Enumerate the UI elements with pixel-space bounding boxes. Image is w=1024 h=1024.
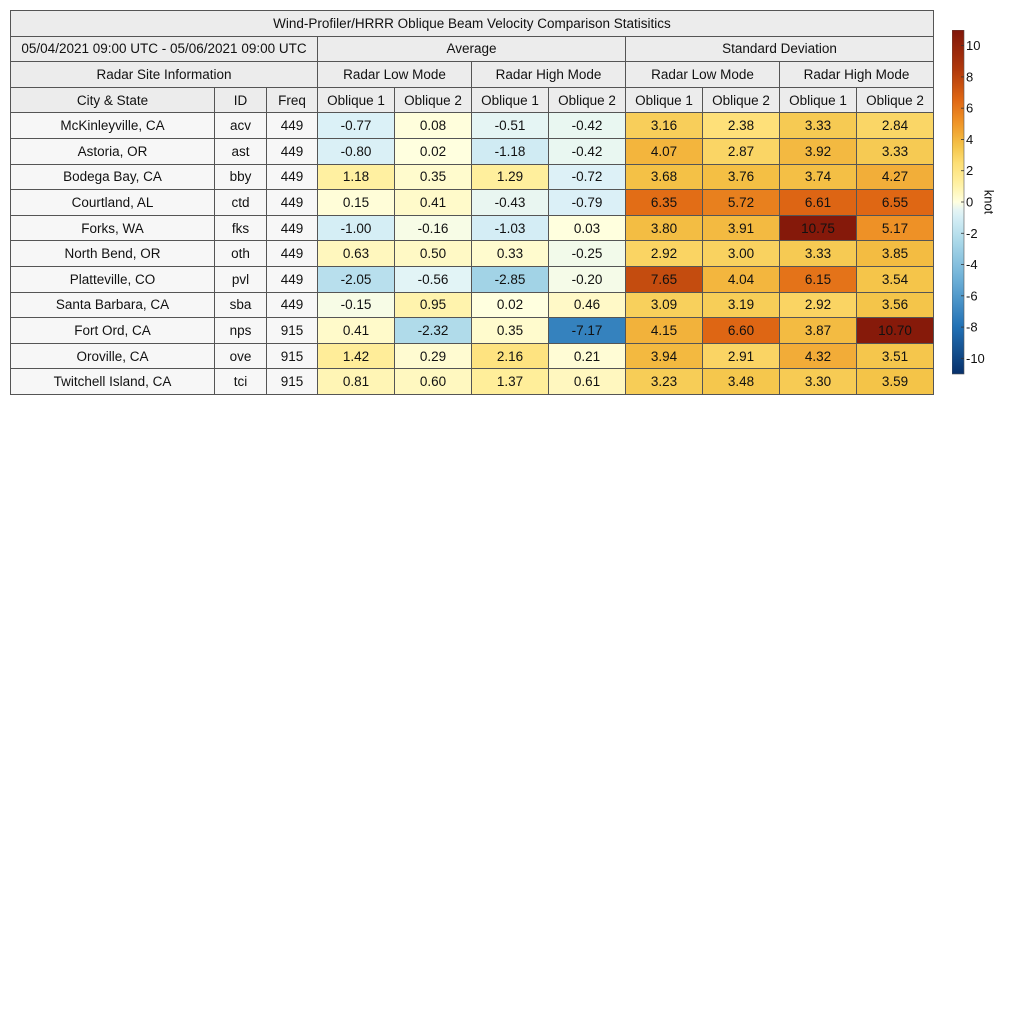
colorbar-tick-label: 2 bbox=[966, 163, 974, 179]
site-freq: 449 bbox=[267, 164, 318, 190]
table-row bbox=[11, 138, 934, 164]
mode-header-avg-high: Radar High Mode bbox=[472, 62, 626, 88]
colorbar-tick-label: 10 bbox=[966, 38, 981, 54]
site-id: pvl bbox=[215, 266, 267, 292]
value-cell: -1.00 bbox=[318, 215, 395, 241]
site-city: Twitchell Island, CA bbox=[11, 369, 215, 395]
colorbar-tick-label: 4 bbox=[966, 131, 974, 147]
value-cell: 3.85 bbox=[857, 241, 934, 267]
value-cell: 1.37 bbox=[472, 369, 549, 395]
value-cell: -0.16 bbox=[395, 215, 472, 241]
value-cell: -0.43 bbox=[472, 190, 549, 216]
site-city: Courtland, AL bbox=[11, 190, 215, 216]
site-freq: 449 bbox=[267, 266, 318, 292]
table-title: Wind-Profiler/HRRR Oblique Beam Velocity Comparison Statisitics bbox=[11, 11, 934, 37]
value-cell: 3.92 bbox=[780, 138, 857, 164]
value-cell: 0.29 bbox=[395, 343, 472, 369]
value-cell: 3.33 bbox=[780, 113, 857, 139]
colorbar-tick-label: -4 bbox=[966, 257, 978, 273]
value-cell: 0.41 bbox=[395, 190, 472, 216]
value-cell: 0.41 bbox=[318, 318, 395, 344]
value-cell: 2.38 bbox=[703, 113, 780, 139]
value-cell: -1.03 bbox=[472, 215, 549, 241]
column-header-oblique: Oblique 1 bbox=[472, 87, 549, 113]
mode-header-sd-high: Radar High Mode bbox=[780, 62, 934, 88]
value-cell: 5.72 bbox=[703, 190, 780, 216]
date-range: 05/04/2021 09:00 UTC - 05/06/2021 09:00 UTC bbox=[11, 36, 318, 62]
value-cell: -0.20 bbox=[549, 266, 626, 292]
value-cell: 3.54 bbox=[857, 266, 934, 292]
table-row bbox=[11, 241, 934, 267]
value-cell: -0.15 bbox=[318, 292, 395, 318]
value-cell: -2.05 bbox=[318, 266, 395, 292]
table-row bbox=[11, 318, 934, 344]
site-id: fks bbox=[215, 215, 267, 241]
value-cell: 3.00 bbox=[703, 241, 780, 267]
site-city: McKinleyville, CA bbox=[11, 113, 215, 139]
value-cell: 6.15 bbox=[780, 266, 857, 292]
value-cell: 2.84 bbox=[857, 113, 934, 139]
colorbar-tick-label: -8 bbox=[966, 319, 978, 335]
site-id: nps bbox=[215, 318, 267, 344]
value-cell: 2.87 bbox=[703, 138, 780, 164]
site-id: tci bbox=[215, 369, 267, 395]
value-cell: 0.81 bbox=[318, 369, 395, 395]
colorbar-tick-label: 0 bbox=[966, 194, 974, 210]
value-cell: 2.91 bbox=[703, 343, 780, 369]
value-cell: -0.25 bbox=[549, 241, 626, 267]
value-cell: 0.95 bbox=[395, 292, 472, 318]
site-city: North Bend, OR bbox=[11, 241, 215, 267]
column-header-oblique: Oblique 1 bbox=[626, 87, 703, 113]
site-freq: 449 bbox=[267, 292, 318, 318]
value-cell: 7.65 bbox=[626, 266, 703, 292]
site-freq: 449 bbox=[267, 190, 318, 216]
group-header-std-dev: Standard Deviation bbox=[626, 36, 934, 62]
site-city: Fort Ord, CA bbox=[11, 318, 215, 344]
value-cell: 3.74 bbox=[780, 164, 857, 190]
site-freq: 449 bbox=[267, 215, 318, 241]
value-cell: 6.61 bbox=[780, 190, 857, 216]
value-cell: 5.17 bbox=[857, 215, 934, 241]
site-id: oth bbox=[215, 241, 267, 267]
value-cell: 1.29 bbox=[472, 164, 549, 190]
table-row bbox=[11, 190, 934, 216]
table-row bbox=[11, 164, 934, 190]
value-cell: 3.94 bbox=[626, 343, 703, 369]
table-row bbox=[11, 343, 934, 369]
site-freq: 915 bbox=[267, 369, 318, 395]
value-cell: -0.56 bbox=[395, 266, 472, 292]
site-freq: 449 bbox=[267, 138, 318, 164]
value-cell: 3.33 bbox=[857, 138, 934, 164]
mode-header-sd-low: Radar Low Mode bbox=[626, 62, 780, 88]
colorbar-tick-label: 6 bbox=[966, 100, 974, 116]
value-cell: 10.70 bbox=[857, 318, 934, 344]
value-cell: 2.16 bbox=[472, 343, 549, 369]
column-header-id: ID bbox=[215, 87, 267, 113]
value-cell: 3.91 bbox=[703, 215, 780, 241]
value-cell: 6.55 bbox=[857, 190, 934, 216]
table-row bbox=[11, 369, 934, 395]
colorbar-label: knot bbox=[981, 189, 997, 215]
column-header-oblique: Oblique 2 bbox=[395, 87, 472, 113]
value-cell: 0.03 bbox=[549, 215, 626, 241]
site-id: sba bbox=[215, 292, 267, 318]
value-cell: -0.42 bbox=[549, 138, 626, 164]
site-id: acv bbox=[215, 113, 267, 139]
table-row bbox=[11, 292, 934, 318]
value-cell: 2.92 bbox=[626, 241, 703, 267]
value-cell: 1.18 bbox=[318, 164, 395, 190]
value-cell: -0.51 bbox=[472, 113, 549, 139]
table-row bbox=[11, 215, 934, 241]
value-cell: -7.17 bbox=[549, 318, 626, 344]
column-header-oblique: Oblique 1 bbox=[780, 87, 857, 113]
value-cell: 0.63 bbox=[318, 241, 395, 267]
value-cell: 3.51 bbox=[857, 343, 934, 369]
site-city: Astoria, OR bbox=[11, 138, 215, 164]
value-cell: 10.75 bbox=[780, 215, 857, 241]
colorbar-tick-label: 8 bbox=[966, 69, 974, 85]
stats-table bbox=[10, 10, 934, 395]
value-cell: -2.85 bbox=[472, 266, 549, 292]
value-cell: 0.35 bbox=[395, 164, 472, 190]
value-cell: 0.35 bbox=[472, 318, 549, 344]
colorbar-tick-label: -6 bbox=[966, 288, 978, 304]
value-cell: 0.21 bbox=[549, 343, 626, 369]
value-cell: 3.76 bbox=[703, 164, 780, 190]
colorbar-tick-label: -10 bbox=[966, 350, 985, 366]
value-cell: -0.42 bbox=[549, 113, 626, 139]
value-cell: 0.61 bbox=[549, 369, 626, 395]
value-cell: 4.04 bbox=[703, 266, 780, 292]
site-city: Bodega Bay, CA bbox=[11, 164, 215, 190]
colorbar bbox=[952, 30, 1016, 380]
value-cell: -1.18 bbox=[472, 138, 549, 164]
column-header-oblique: Oblique 2 bbox=[703, 87, 780, 113]
column-header-oblique: Oblique 2 bbox=[857, 87, 934, 113]
value-cell: 6.35 bbox=[626, 190, 703, 216]
value-cell: 0.15 bbox=[318, 190, 395, 216]
site-freq: 915 bbox=[267, 343, 318, 369]
column-header-freq: Freq bbox=[267, 87, 318, 113]
group-header-average: Average bbox=[318, 36, 626, 62]
value-cell: -2.32 bbox=[395, 318, 472, 344]
column-header-city: City & State bbox=[11, 87, 215, 113]
value-cell: 0.08 bbox=[395, 113, 472, 139]
value-cell: 4.07 bbox=[626, 138, 703, 164]
site-id: ast bbox=[215, 138, 267, 164]
site-id: ove bbox=[215, 343, 267, 369]
value-cell: 3.30 bbox=[780, 369, 857, 395]
site-id: ctd bbox=[215, 190, 267, 216]
value-cell: 0.02 bbox=[395, 138, 472, 164]
value-cell: 4.15 bbox=[626, 318, 703, 344]
site-freq: 449 bbox=[267, 241, 318, 267]
value-cell: -0.72 bbox=[549, 164, 626, 190]
value-cell: 0.02 bbox=[472, 292, 549, 318]
value-cell: 3.19 bbox=[703, 292, 780, 318]
value-cell: 0.33 bbox=[472, 241, 549, 267]
value-cell: 6.60 bbox=[703, 318, 780, 344]
site-freq: 915 bbox=[267, 318, 318, 344]
mode-header-avg-low: Radar Low Mode bbox=[318, 62, 472, 88]
value-cell: -0.79 bbox=[549, 190, 626, 216]
value-cell: 3.68 bbox=[626, 164, 703, 190]
value-cell: 0.60 bbox=[395, 369, 472, 395]
site-freq: 449 bbox=[267, 113, 318, 139]
value-cell: 4.32 bbox=[780, 343, 857, 369]
site-city: Oroville, CA bbox=[11, 343, 215, 369]
site-info-header: Radar Site Information bbox=[11, 62, 318, 88]
value-cell: 3.33 bbox=[780, 241, 857, 267]
value-cell: -0.80 bbox=[318, 138, 395, 164]
value-cell: 2.92 bbox=[780, 292, 857, 318]
value-cell: 0.50 bbox=[395, 241, 472, 267]
value-cell: 0.46 bbox=[549, 292, 626, 318]
site-city: Platteville, CO bbox=[11, 266, 215, 292]
value-cell: 4.27 bbox=[857, 164, 934, 190]
column-header-oblique: Oblique 1 bbox=[318, 87, 395, 113]
site-city: Santa Barbara, CA bbox=[11, 292, 215, 318]
table-row bbox=[11, 266, 934, 292]
value-cell: 3.16 bbox=[626, 113, 703, 139]
value-cell: 3.23 bbox=[626, 369, 703, 395]
value-cell: -0.77 bbox=[318, 113, 395, 139]
colorbar-tick-label: -2 bbox=[966, 225, 978, 241]
value-cell: 3.87 bbox=[780, 318, 857, 344]
value-cell: 3.09 bbox=[626, 292, 703, 318]
table-row bbox=[11, 113, 934, 139]
value-cell: 3.80 bbox=[626, 215, 703, 241]
value-cell: 1.42 bbox=[318, 343, 395, 369]
value-cell: 3.48 bbox=[703, 369, 780, 395]
site-id: bby bbox=[215, 164, 267, 190]
value-cell: 3.56 bbox=[857, 292, 934, 318]
site-city: Forks, WA bbox=[11, 215, 215, 241]
value-cell: 3.59 bbox=[857, 369, 934, 395]
column-header-oblique: Oblique 2 bbox=[549, 87, 626, 113]
